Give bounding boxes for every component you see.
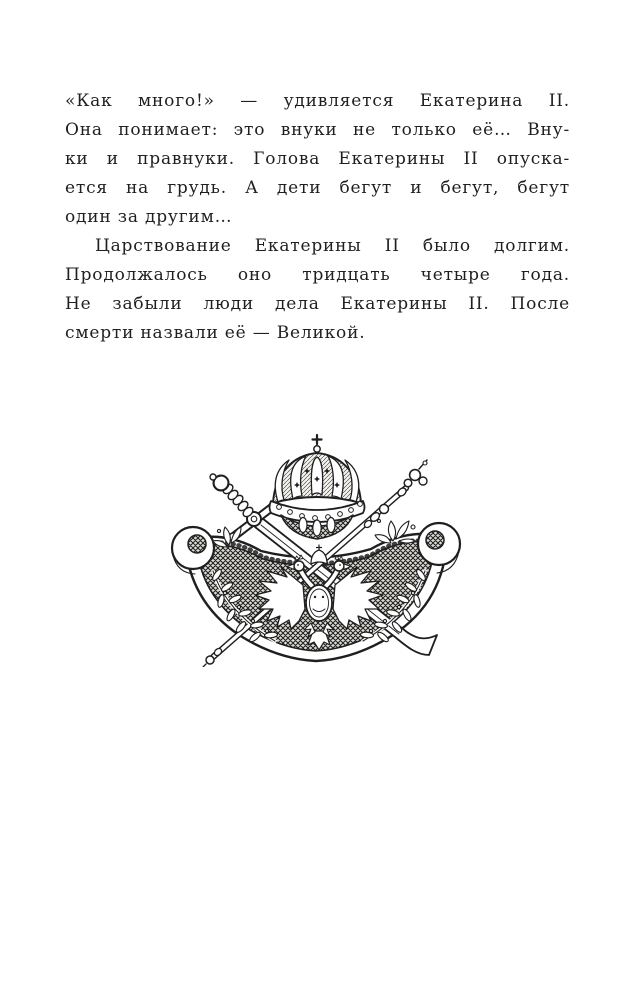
text-line: Не забыли люди дела Екатерины II. После (65, 294, 570, 314)
text-line: Продолжалось оно тридцать четыре года. (65, 265, 570, 285)
imperial-emblem-illustration (163, 433, 468, 667)
imperial-crown (270, 435, 365, 539)
text-line: один за другим… (65, 207, 233, 227)
page-text (65, 87, 570, 348)
text-line: Царствование Екатерины II было долгим. (95, 236, 570, 256)
text-line: «Как много!» — удивляется Екатерина II. (65, 91, 570, 111)
text-line: Она понимает: это внуки не только её… Вну- (65, 120, 570, 140)
text-line: смерти назвали её — Великой. (65, 323, 366, 343)
text-line: ки и правнуки. Голова Екатерины II опуска- (65, 149, 570, 169)
crown-cross (313, 435, 322, 444)
text-line: ется на грудь. А дети бегут и бегут, бегут (65, 178, 570, 198)
